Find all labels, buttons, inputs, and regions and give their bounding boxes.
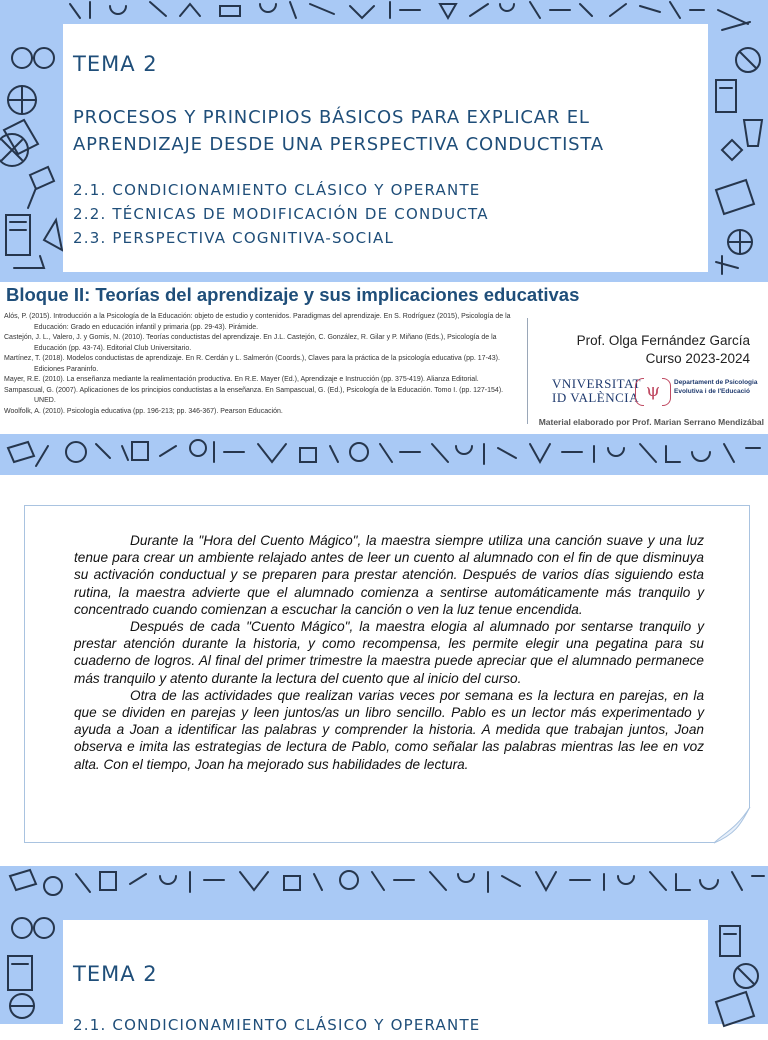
- subtopic-list: [73, 178, 693, 250]
- university-name: VNIVERSITAT ID VALÈNCIA: [552, 376, 641, 405]
- professor-name: Prof. Olga Fernández García: [576, 333, 750, 348]
- topic-title-line: PROCESOS Y PRINCIPIOS BÁSICOS PARA EXPLICAR EL: [73, 107, 590, 128]
- topic-number: TEMA 2: [73, 52, 158, 76]
- department-name: Departament de Psicologia Evolutiva i de l'Educació: [674, 379, 758, 395]
- reference-list: [4, 312, 516, 417]
- university-logo: [552, 376, 764, 408]
- topic-title-line: APRENDIZAJE DESDE UNA PERSPECTIVA CONDUCTISTA: [73, 134, 604, 155]
- story-paragraph: Otra de las actividades que realizan varias veces por semana es la lectura en parejas, en la que se dividen en parejas y leen juntos/as un libro sencillo. Pablo es un lector más experimentado y ayuda a Joan a identificar las palabras y comprender la historia. A medida que trabajan juntos, Joan observa e imita las estrategias de lectura de Pablo, como señalar las palabras mientras las lee en voz alta. Con el tiempo, Joan ha mejorado sus habilidades de lectura.: [74, 687, 704, 772]
- reference-item: Mayer, R.E. (2010). La enseñanza mediante la realimentación productiva. En R.E. Mayer (Ed.), Aprendizaje e Instrucción (pp. 375-419). Alianza Editorial.: [4, 376, 479, 383]
- title-card: [63, 24, 708, 272]
- material-credit: Material elaborado por Prof. Marian Serrano Mendizábal: [538, 417, 764, 427]
- professor-info: [577, 332, 750, 368]
- references-strip: [0, 282, 768, 434]
- subtopic-item: 2.3. PERSPECTIVA COGNITIVA-SOCIAL: [73, 229, 394, 247]
- block-title: Bloque II: Teorías del aprendizaje y sus implicaciones educativas: [6, 284, 580, 305]
- reference-item: Sampascual, G. (2007). Aplicaciones de los principios conductistas a la enseñanza. En Sampascual, G. (Ed.), Psicología de la Educación. Tomo I. (pp. 127-154). UNED.: [4, 386, 504, 404]
- reference-item: Woolfolk, A. (2010). Psicología educativa (pp. 196-213; pp. 346-367). Pearson Educación.: [4, 407, 283, 415]
- story-paragraph: Después de cada "Cuento Mágico", la maestra elogia al alumnado por sentarse tranquilo y prestar atención durante la historia, y como recompensa, les permite elegir una pegatina para su cuaderno de logros. Al final del primer trimestre la maestra puede apreciar que el alumnado permanece más tranquilo y atento durante la lectura del cuento que al inicio del curso.: [74, 619, 704, 686]
- title-card: [63, 920, 708, 1040]
- case-study-box: [24, 505, 750, 843]
- story-paragraph: Durante la "Hora del Cuento Mágico", la maestra siempre utiliza una canción suave y una luz tenue para crear un ambiente relajado antes de leer un cuento al alumnado con el fin de que disminuya su activación conductual y se preparen para prestar atención. Después de varios días siguiendo esta rutina, la maestra advierte que el alumnado comienza a sentirse automáticamente más tranquilo y concentrado cuando comienzan a escuchar la canción o ven la luz tenue encendida.: [74, 533, 704, 617]
- psi-logo-icon: ψ: [635, 376, 671, 406]
- page-curl-icon: [714, 807, 750, 843]
- subtopic-item: 2.2. TÉCNICAS DE MODIFICACIÓN DE CONDUCTA: [73, 205, 489, 223]
- topic-title: [73, 104, 693, 158]
- topic-number: TEMA 2: [73, 962, 158, 986]
- subtopic-item: 2.1. CONDICIONAMIENTO CLÁSICO Y OPERANTE: [73, 181, 481, 199]
- case-study-text: [74, 532, 704, 773]
- course-year: Curso 2023-2024: [645, 351, 750, 366]
- subtopic-item: 2.1. CONDICIONAMIENTO CLÁSICO Y OPERANTE: [73, 1016, 481, 1034]
- reference-item: Martínez, T. (2018). Modelos conductistas de aprendizaje. En R. Cerdán y L. Salmerón (Coords.), Claves para la práctica de la psicología educativa (pp. 17-43). Ediciones Paraninfo.: [4, 355, 500, 373]
- vertical-divider: [527, 318, 528, 424]
- slide-background-doodles: [0, 0, 768, 475]
- reference-item: Castejón, J. L., Valero, J. y Gomis, N. (2010). Teorías conductistas del aprendizaje. En J.L. Castejón, C. González, R. Gilar y P. Miñano (Eds.), Psicología de la Educación (pp. 43-74). Editorial Club Universitario.: [4, 334, 497, 352]
- reference-item: Alós, P. (2015). Introducción a la Psicología de la Educación: objeto de estudio y contenidos. Paradigmas del aprendizaje. En S. Rodríguez (2015), Psicología de la Educación: Grado en educación infantil y primaria (pp. 29-43). Pirámide.: [4, 313, 511, 331]
- slide-background-doodles: [0, 866, 768, 1034]
